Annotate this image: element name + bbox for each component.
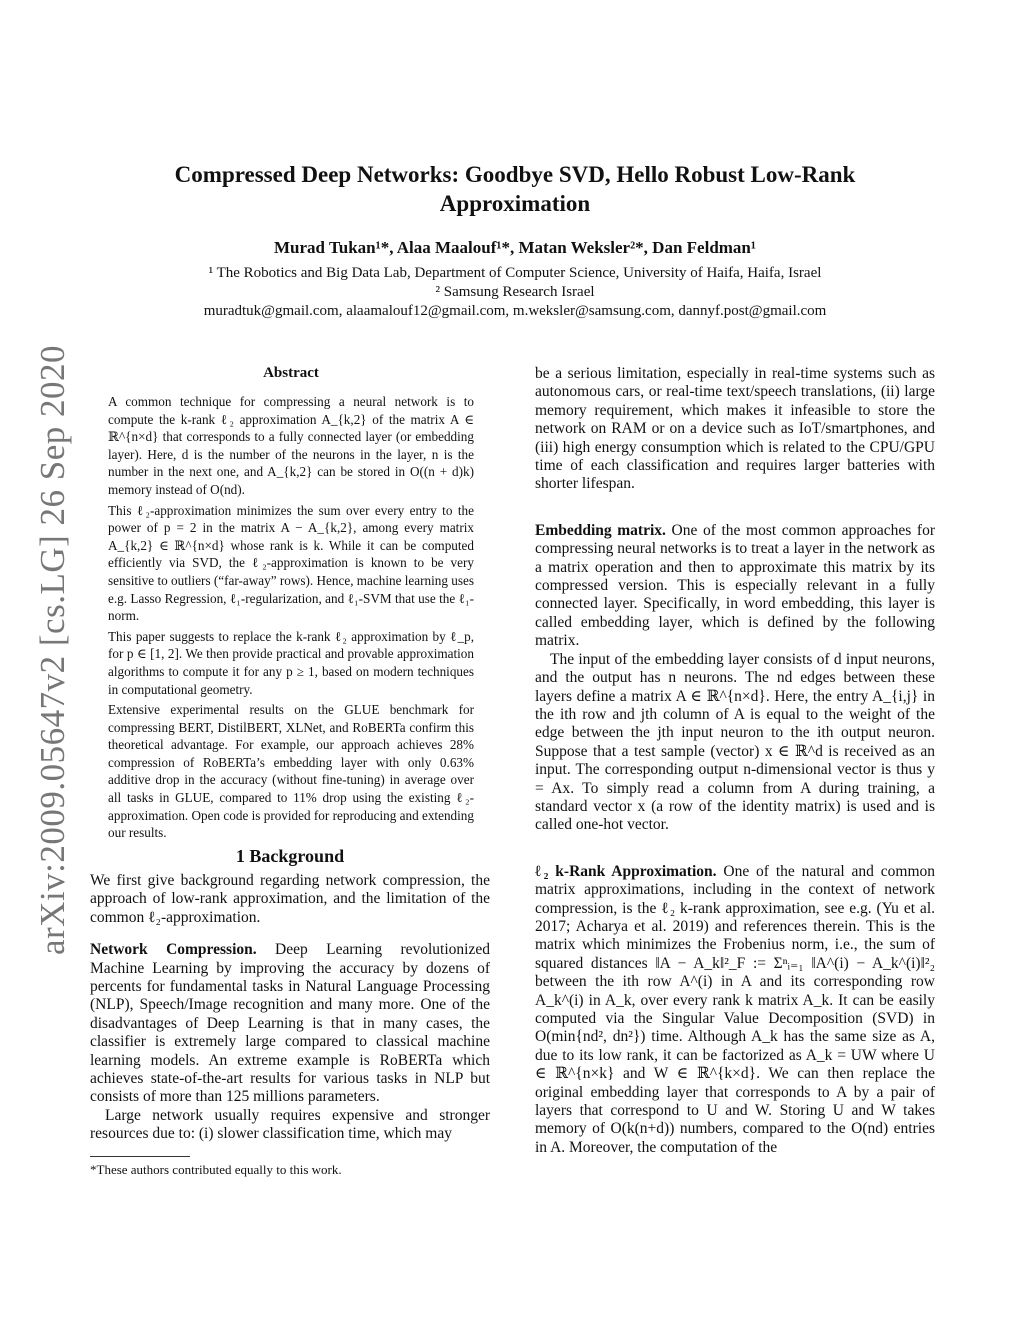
emails: muradtuk@gmail.com, alaamalouf12@gmail.com, m.weksler@samsung.com, dannyf.post@gmail.com [203,303,827,319]
embedding-matrix-heading: Embedding matrix. [535,521,666,539]
embedding-matrix-paragraph-2: The input of the embedding layer consists of d input neurons, and the output has n neurons. The nd edges between these layers define a matrix A ∈ ℝ^{n×d}. Here, the entry A_{i,j} in the ith row and jth column of A is equal to the weight of the edge between the jth input neuron to the ith output neuron. Suppose that a test sample (vector) x ∈ ℝ^d is received as an input. The corresponding output n-dimensional vector is thus y = Ax. To simply read a column from A during training, a standard vector x (a row of the identity matrix) is used and is called one-hot vector. [535,650,935,834]
affiliation-1: ¹ The Robotics and Big Data Lab, Department of Computer Science, University of Haifa, Haifa, Israel [208,265,822,281]
footnote: *These authors contributed equally to this work. [90,1162,342,1177]
intro-paragraph: We first give background regarding network compression, the approach of low-rank approximation, and the limitation of the common ℓ₂-approximation. [90,872,490,926]
abstract-p1: A common technique for compressing a neural network is to compute the k-rank ℓ₂ approximation A_{k,2} of the matrix A ∈ ℝ^{n×d} that corresponds to a fully connected layer (or embedding layer). Here, d is the number of the neurons in the layer, n is the number in the next one, and A_{k,2} can be stored in O((n + d)k) memory instead of O(nd). [108,394,474,497]
continued-paragraph: be a serious limitation, especially in real-time systems such as autonomous cars, or real-time text/speech translations, (ii) large memory requirement, which makes it infeasible to store the network on RAM or on a device such as IoT/smartphones, and (iii) high energy consumption which is related to the CPU/GPU time of each classification and requires larger batteries with shorter lifespan. [535,365,935,493]
right-column [535,365,935,1157]
abstract-p2: This ℓ₂-approximation minimizes the sum over every entry to the power of p = 2 in the matrix A − A_{k,2}, among every matrix A_{k,2} ∈ ℝ^{n×d} whose rank is k. While it can be computed efficiently via SVD, the ℓ₂-approximation is known to be very sensitive to outliers (“far-away” rows). Hence, machine learning uses e.g. Lasso Regression, ℓ₁-regularization, and ℓ₁-SVM that use the ℓ₁-norm. [108,502,474,624]
abstract [108,393,474,842]
abstract-p4: Extensive experimental results on the GLUE benchmark for compressing BERT, DistilBERT, XLNet, and RoBERTa confirm this theoretical advantage. For example, our approach achieves 28% compression of RoBERTa’s embedding layer with only 0.63% additive drop in the accuracy (without fine-tuning) in average over all tasks in GLUE, compared to 11% drop using the existing ℓ₂-approximation. Open code is provided for reproducing and extending our results. [108,702,474,841]
authors: Murad Tukan¹*, Alaa Maalouf¹*, Matan Weksler²*, Dan Feldman¹ [274,238,756,257]
abstract-p3: This paper suggests to replace the k-rank ℓ₂ approximation by ℓ_p, for p ∈ [1, 2]. We then provide practical and provable approximation algorithms to compute it for any p ≥ 1, based on modern techniques in computational geometry. [108,628,474,697]
paper-title: Compressed Deep Networks: Goodbye SVD, Hello Robust Low-Rank Approximation [174,162,856,216]
section-heading: 1 Background [235,846,345,866]
footnote-rule [90,1156,190,1157]
arxiv-id: arXiv:2009.05647v2 [cs.LG] 26 Sep 2020 [33,344,72,956]
l2-approximation-paragraph: ℓ₂ k-Rank Approximation. One of the natural and common matrix approximations, including in the context of network compression, is the ℓ₂ k-rank approximation, see e.g. (Yu et al. 2017; Acharya et al. 2019) and references therein. This is the matrix which minimizes the Frobenius norm, i.e., the sum of squared distances ‖A − A_k‖²_F := Σⁿᵢ₌₁ ‖A^(i) − A_k^(i)‖²₂ between the ith row A^(i) in A and its corresponding row A_k^(i) in A_k, over every rank k matrix A_k. It can be easily computed via the Singular Value Decomposition (SVD) in O(min{nd², dn²}) time. Although A_k has the same size as A, due to its low rank, it can be factorized as A_k = UW where U ∈ ℝ^{n×k} and W ∈ ℝ^{k×d}. We can then replace the original embedding layer that corresponds to A by a pair of layers that correspond to U and W. Storing U and W takes memory of O(k(n+d)) numbers, compared to the O(nd) entries in A. Moreover, the computation of the [535,862,936,1156]
arxiv-sidebar [28,344,78,956]
network-compression-heading: Network Compression. [90,941,257,959]
embedding-matrix-paragraph: Embedding matrix. One of the most common approaches for compressing neural networks is to treat a layer in the network as a matrix operation and then to approximate this matrix by its compressed version. This is especially relevant in a fully connected layer. Specifically, in word embedding, this layer is called embedding layer, which is defined by the following matrix. [535,521,936,650]
left-column [90,872,490,1144]
affiliation-2: ² Samsung Research Israel [435,284,595,300]
l2-approximation-heading: ℓ₂ k-Rank Approximation. [535,862,717,880]
network-compression-paragraph: Network Compression. Deep Learning revolutionized Machine Learning by improving the accuracy by dozens of percents for fundamental tasks in Natural Language Processing (NLP), Speech/Image recognition and many more. One of the disadvantages of Deep Learning is that in many cases, the classifier is extremely large compared to classical machine learning models. An extreme example is RoBERTa which achieves state-of-the-art results for various tasks in NLP but consists of more than 125 millions parameters. [90,941,490,1106]
abstract-heading: Abstract [263,365,319,381]
network-compression-paragraph-2: Large network usually requires expensive and stronger resources due to: (i) slower classification time, which may [90,1106,490,1143]
